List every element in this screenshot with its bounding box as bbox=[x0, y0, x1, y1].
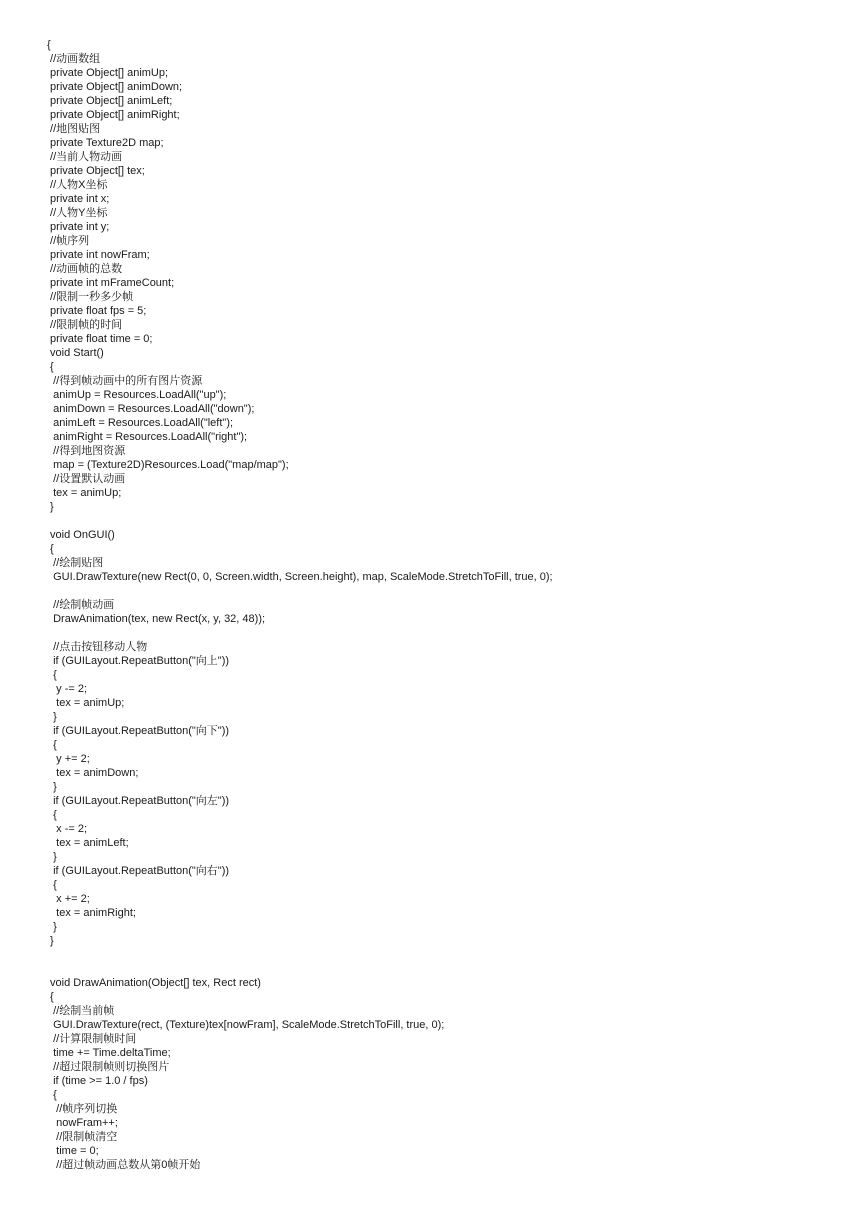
code-line: //设置默认动画 bbox=[47, 473, 126, 485]
code-line: x -= 2; bbox=[47, 823, 88, 835]
code-line: //帧序列切换 bbox=[47, 1103, 118, 1115]
code-line: GUI.DrawTexture(rect, (Texture)tex[nowFram], ScaleMode.StretchToFill, true, 0); bbox=[47, 1019, 445, 1031]
code-line: if (GUILayout.RepeatButton("向上")) bbox=[47, 655, 230, 667]
code-line: { bbox=[47, 39, 51, 51]
code-line: { bbox=[47, 1089, 57, 1101]
code-line: //得到帧动画中的所有图片资源 bbox=[47, 375, 203, 387]
code-line: private int nowFram; bbox=[47, 249, 150, 261]
code-line: //绘制帧动画 bbox=[47, 599, 115, 611]
code-line: void DrawAnimation(Object[] tex, Rect rect) bbox=[47, 977, 261, 989]
code-line: private int y; bbox=[47, 221, 110, 233]
code-line: } bbox=[47, 711, 57, 723]
code-line: //人物Y坐标 bbox=[47, 207, 108, 219]
code-line: { bbox=[47, 543, 54, 555]
code-line bbox=[47, 948, 553, 962]
code-line: private int mFrameCount; bbox=[47, 277, 175, 289]
code-line: //绘制贴图 bbox=[47, 557, 104, 569]
code-line: time = 0; bbox=[47, 1145, 99, 1157]
code-line: void OnGUI() bbox=[47, 529, 115, 541]
code-line: //地图贴图 bbox=[47, 123, 101, 135]
code-listing bbox=[47, 38, 553, 1172]
code-line: if (GUILayout.RepeatButton("向右")) bbox=[47, 865, 230, 877]
code-line: tex = animUp; bbox=[47, 487, 122, 499]
code-line: tex = animLeft; bbox=[47, 837, 129, 849]
code-line: animUp = Resources.LoadAll("up"); bbox=[47, 389, 227, 401]
code-line: tex = animDown; bbox=[47, 767, 139, 779]
code-line: } bbox=[47, 935, 54, 947]
code-line: x += 2; bbox=[47, 893, 90, 905]
code-line: //超过限制帧则切换图片 bbox=[47, 1061, 170, 1073]
code-line: y += 2; bbox=[47, 753, 90, 765]
code-line: //超过帧动画总数从第0帧开始 bbox=[47, 1159, 201, 1171]
code-line: { bbox=[47, 879, 57, 891]
code-line: //限制一秒多少帧 bbox=[47, 291, 134, 303]
code-line: private Texture2D map; bbox=[47, 137, 164, 149]
code-line: //人物X坐标 bbox=[47, 179, 108, 191]
code-line: } bbox=[47, 921, 57, 933]
code-line: tex = animRight; bbox=[47, 907, 136, 919]
code-line: void Start() bbox=[47, 347, 104, 359]
code-line: animDown = Resources.LoadAll("down"); bbox=[47, 403, 255, 415]
code-line: animRight = Resources.LoadAll("right"); bbox=[47, 431, 248, 443]
code-line bbox=[47, 962, 553, 976]
code-line: { bbox=[47, 809, 57, 821]
code-line: //当前人物动画 bbox=[47, 151, 123, 163]
code-line: time += Time.deltaTime; bbox=[47, 1047, 171, 1059]
code-line: { bbox=[47, 361, 54, 373]
code-line bbox=[47, 626, 553, 640]
code-line: { bbox=[47, 669, 57, 681]
code-line: //点击按钮移动人物 bbox=[47, 641, 148, 653]
code-line: private Object[] animRight; bbox=[47, 109, 180, 121]
code-line: animLeft = Resources.LoadAll("left"); bbox=[47, 417, 234, 429]
code-line bbox=[47, 584, 553, 598]
code-line: } bbox=[47, 781, 57, 793]
code-line: GUI.DrawTexture(new Rect(0, 0, Screen.width, Screen.height), map, ScaleMode.StretchToFill, true, 0); bbox=[47, 571, 553, 583]
code-line: //限制帧的时间 bbox=[47, 319, 123, 331]
code-line: private int x; bbox=[47, 193, 110, 205]
code-line: //得到地图资源 bbox=[47, 445, 126, 457]
code-line: //帧序列 bbox=[47, 235, 90, 247]
code-line: if (GUILayout.RepeatButton("向左")) bbox=[47, 795, 230, 807]
code-line: tex = animUp; bbox=[47, 697, 125, 709]
code-line: if (time >= 1.0 / fps) bbox=[47, 1075, 148, 1087]
code-line: //限制帧清空 bbox=[47, 1131, 118, 1143]
code-line: private float time = 0; bbox=[47, 333, 153, 345]
code-line: DrawAnimation(tex, new Rect(x, y, 32, 48)); bbox=[47, 613, 266, 625]
code-line: //动画帧的总数 bbox=[47, 263, 123, 275]
code-line: { bbox=[47, 991, 54, 1003]
code-line: private float fps = 5; bbox=[47, 305, 147, 317]
code-line: //计算限制帧时间 bbox=[47, 1033, 137, 1045]
code-line: } bbox=[47, 851, 57, 863]
code-line: map = (Texture2D)Resources.Load("map/map"); bbox=[47, 459, 289, 471]
code-line: if (GUILayout.RepeatButton("向下")) bbox=[47, 725, 230, 737]
code-line: { bbox=[47, 739, 57, 751]
code-line: y -= 2; bbox=[47, 683, 88, 695]
code-line: } bbox=[47, 501, 54, 513]
code-line: //动画数组 bbox=[47, 53, 101, 65]
code-line: private Object[] animDown; bbox=[47, 81, 183, 93]
code-line: private Object[] animLeft; bbox=[47, 95, 173, 107]
code-line: private Object[] tex; bbox=[47, 165, 145, 177]
code-line: nowFram++; bbox=[47, 1117, 118, 1129]
code-line: private Object[] animUp; bbox=[47, 67, 169, 79]
code-line: //绘制当前帧 bbox=[47, 1005, 115, 1017]
code-line bbox=[47, 514, 553, 528]
